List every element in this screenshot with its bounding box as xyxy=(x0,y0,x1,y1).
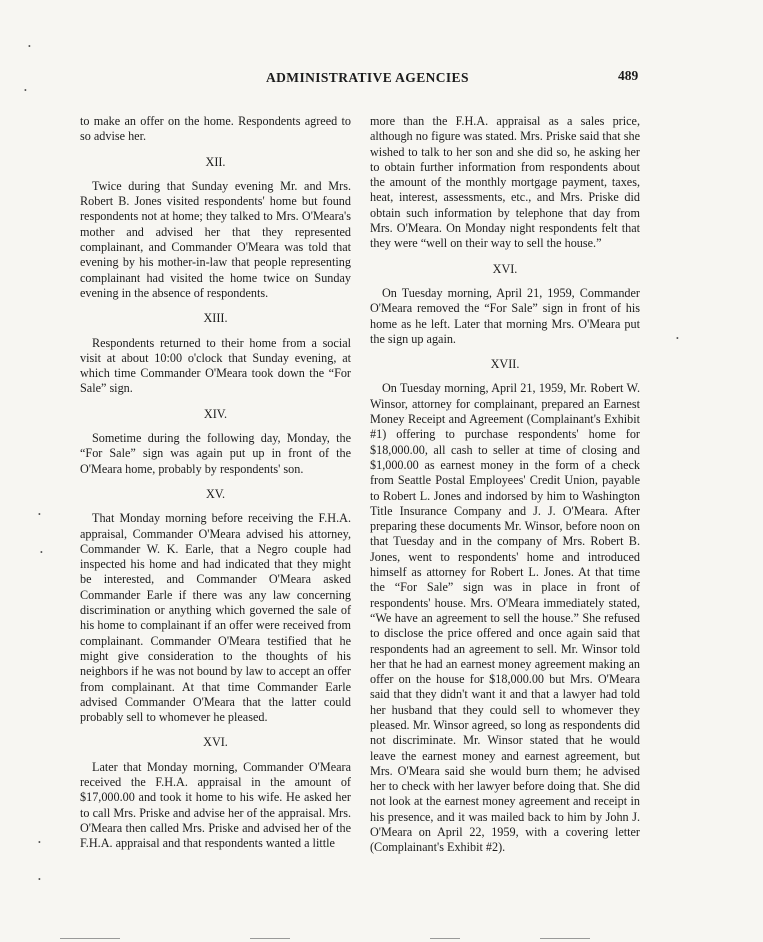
running-title: ADMINISTRATIVE AGENCIES xyxy=(266,70,469,85)
scan-speck: • xyxy=(28,42,31,51)
section-heading: XII. xyxy=(205,154,226,169)
scan-speck: • xyxy=(38,510,41,519)
scan-edge-mark xyxy=(430,938,460,939)
paragraph: to make an offer on the home. Respondents agreed to so advise her. xyxy=(80,114,351,144)
paragraph: On Tuesday morning, April 21, 1959, Mr. Robert W. Winsor, attorney for complainant, prepared an Earnest Money Receipt and Agreement (Complainant's Exhibit #1) offering to purchase respondents' home for $18,000.00, all cash to seller at time of closing and $1,000.00 as earnest money in the form of a check from Seattle Postal Employees' Credit Union, payable to Robert L. Jones and indorsed by him to Washington Title Insurance Company and J. J. O'Meara. After preparing these documents Mr. Winsor, before noon on that Tuesday and in the company of Mrs. Robert B. Jones, went to respondents' home and introduced himself as attorney for Robert L. Jones. At that time the “For Sale” sign was in place in front of respondents' house. Mrs. O'Meara immediately stated, “We have an agreement to sell the house.” She refused to disclose the price offered and once again said that respondents had an agreement to sell. Mr. Winsor told her that he had an earnest money agreement making an offer on the house for $18,000.00 but Mrs. O'Meara said that they didn't want it and that a lawyer had told her husband that they could sell to whomever they pleased. Mr. Winsor agreed, so long as respondents did not discriminate. Mr. Winsor stated that he would leave the earnest money and earnest agreement, but Mrs. O'Meara said she would burn them; he advised her to check with her lawyer before doing that. She did not look at the earnest money agreement and receipt in his presence, and it was mailed back to him by John J. O'Meara on April 22, 1959, with a covering letter (Complainant's Exhibit #2). xyxy=(370,381,640,855)
left-column xyxy=(80,114,351,851)
paragraph: Respondents returned to their home from a social visit at about 10:00 o'clock that Sunday evening, at which time Commander O'Meara took down the “For Sale” sign. xyxy=(80,335,351,396)
scan-speck: • xyxy=(676,334,679,343)
running-head xyxy=(0,70,763,90)
scan-edge-mark xyxy=(250,938,290,939)
section-heading: XV. xyxy=(205,486,226,501)
right-column xyxy=(370,114,640,856)
scan-speck: • xyxy=(40,548,43,557)
scan-speck: • xyxy=(38,875,41,884)
scan-speck: • xyxy=(24,86,27,95)
scan-speck: • xyxy=(38,838,41,847)
section-heading: XIV. xyxy=(203,406,228,421)
section-heading: XVI. xyxy=(203,735,228,750)
paragraph: On Tuesday morning, April 21, 1959, Commander O'Meara removed the “For Sale” sign in front of his home as he left. Later that morning Mrs. O'Meara put the sign up again. xyxy=(370,285,640,346)
section-heading: XVI. xyxy=(492,261,518,276)
section-heading: XIII. xyxy=(203,311,228,326)
scan-edge-mark xyxy=(540,938,590,939)
paragraph: Later that Monday morning, Commander O'Meara received the F.H.A. appraisal in the amount of $17,000.00 and took it home to his wife. He asked her to call Mrs. Priske and advise her of the appraisal. Mrs. O'Meara then called Mrs. Priske and advised her of the F.H.A. appraisal and that respondents wanted a little xyxy=(80,759,351,851)
section-heading: XVII. xyxy=(490,357,520,372)
paragraph: That Monday morning before receiving the F.H.A. appraisal, Commander O'Meara advised his attorney, Commander W. K. Earle, that a Negro couple had inspected his home and had indicated that they might be interested, and Commander O'Meara asked Commander Earle if there was any law concerning discrimination or anything which governed the sale of his home to complainant if an offer were received from complainant. Commander O'Meara testified that he might give consideration to the thoughts of his neighbors if he was not bound by law to accept an offer from complainant. At that time Commander Earle advised Commander O'Meara that the latter could probably sell to whomever he pleased. xyxy=(80,511,351,725)
paragraph: more than the F.H.A. appraisal as a sales price, although no figure was stated. Mrs. Priske said that she wished to talk to her son and she did so, he asking her to obtain further information from respondents about the amount of the monthly mortgage payment, taxes, heat, interest, assessments, etc., and Mrs. Priske did obtain such information by telephone that day from Mrs. O'Meara. On Monday night respondents felt that they were “well on their way to sell the house.” xyxy=(370,114,640,251)
paragraph: Sometime during the following day, Monday, the “For Sale” sign was again put up in front of the O'Meara home, probably by respondents' son. xyxy=(80,431,351,476)
paragraph: Twice during that Sunday evening Mr. and Mrs. Robert B. Jones visited respondents' home but found respondents not at home; they talked to Mrs. O'Meara's mother and advised her that they represented complainant, and Commander O'Meara was told that evening by his mother-in-law that people representing complainant had visited the home twice on Sunday evening in the absence of respondents. xyxy=(80,178,351,300)
scan-edge-mark xyxy=(60,938,120,939)
page-number: 489 xyxy=(618,68,639,83)
